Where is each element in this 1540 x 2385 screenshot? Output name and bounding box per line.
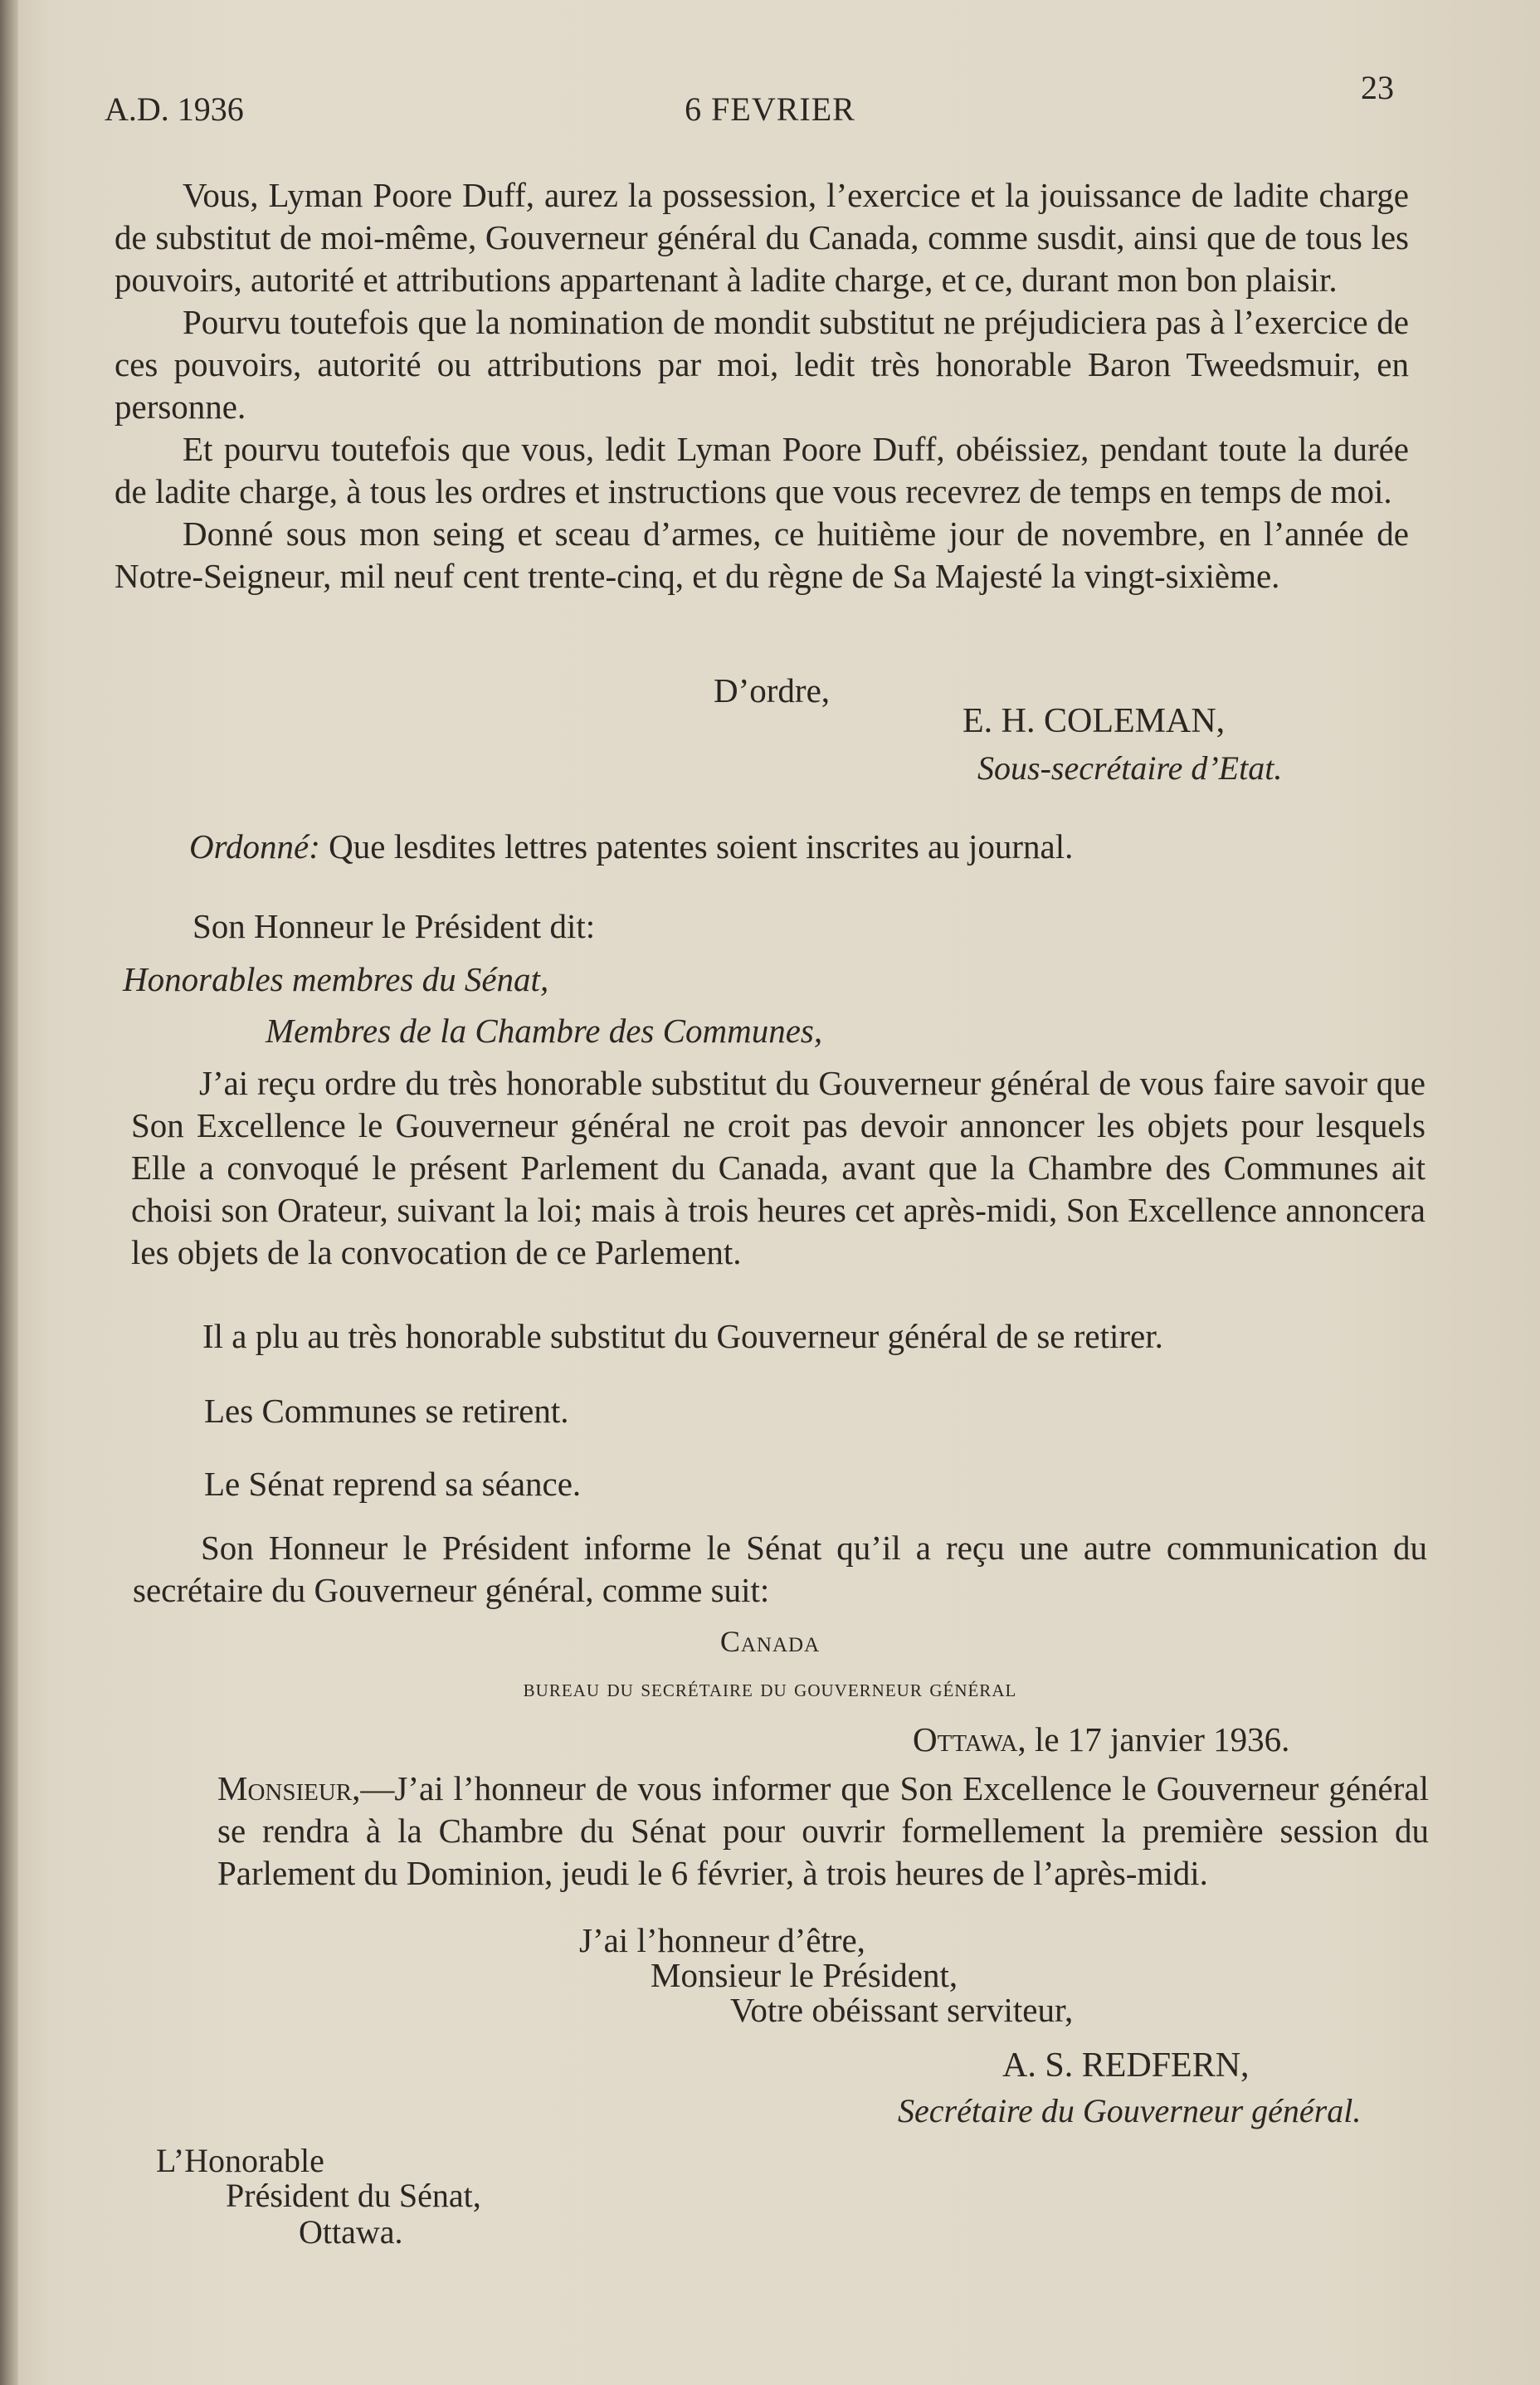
letter-heading-country: Canada (719, 1625, 821, 1658)
salutation-senate: Honorables membres du Sénat, (123, 960, 549, 998)
order-label: Ordonné: (189, 827, 320, 866)
page-number: 23 (1361, 69, 1394, 106)
address-line: Président du Sénat, (226, 2177, 481, 2214)
signatory-name: A. S. REDFERN, (1002, 2046, 1250, 2085)
letter-date-text: le 17 janvier 1936. (1026, 1720, 1290, 1758)
proceeding-line: Le Sénat reprend sa séance. (204, 1465, 582, 1503)
communication-intro (133, 1527, 1427, 1612)
speech-intro: Son Honneur le Président dit: (192, 907, 596, 945)
address-line: Ottawa. (299, 2213, 403, 2251)
by-order-label: D’ordre, (714, 671, 831, 710)
order-text: Que lesdites lettres patentes soient inscrites au journal. (329, 827, 1074, 866)
letter-body (217, 1768, 1429, 1895)
letter-closing: Votre obéissant serviteur, (730, 1991, 1074, 2029)
paragraph: Pourvu toutefois que la nomination de mondit substitut ne préjudiciera pas à l’exercice de ces pouvoirs, autorité ou attributions par moi, ledit très honorable Baron Tweedsmuir, en personne. (115, 303, 1409, 426)
signatory-title: Sous-secrétaire d’Etat. (977, 749, 1283, 787)
signatory-title: Secrétaire du Gouverneur général. (898, 2092, 1362, 2129)
letter-closing: Monsieur le Président, (651, 1956, 958, 1994)
header-year: A.D. 1936 (105, 90, 244, 128)
letter-closing: J’ai l’honneur d’être, (579, 1921, 865, 1959)
binding-gutter (0, 0, 18, 2385)
salutation-commons: Membres de la Chambre des Communes, (266, 1012, 823, 1050)
letter-date (913, 1720, 1290, 1758)
header-date: 6 FEVRIER (685, 90, 855, 128)
paragraph (217, 1768, 1429, 1895)
letter-salutation: Monsieur, (217, 1769, 361, 1807)
order-line (189, 827, 1074, 866)
signatory-name: E. H. COLEMAN, (962, 702, 1226, 740)
paragraph: Son Honneur le Président informe le Sénat qu’il a reçu une autre communication du secrétaire du Gouverneur général, comme suit: (133, 1529, 1427, 1609)
paragraph: Et pourvu toutefois que vous, ledit Lyman Poore Duff, obéissiez, pendant toute la durée de ladite charge, à tous les ordres et instructions que vous recevrez de temps en temps de moi. (115, 430, 1409, 510)
speech-text (131, 1062, 1425, 1274)
proceeding-line: Les Communes se retirent. (204, 1392, 569, 1430)
paragraph: Vous, Lyman Poore Duff, aurez la possession, l’exercice et la jouissance de ladite charge de substitut de moi-même, Gouverneur général du Canada, comme susdit, ainsi que de tous les pouvoirs, autorité et attributions appartenant à ladite charge, et ce, durant mon bon plaisir. (115, 176, 1409, 299)
paragraph: J’ai reçu ordre du très honorable substitut du Gouverneur général de vous faire savoir que Son Excellence le Gouverneur général ne croit pas devoir annoncer les objets pour lesquels Elle a convoqué le présent Parlement du Canada, avant que la Chambre des Communes ait choisi son Orateur, suivant la loi; mais à trois heures cet après-midi, Son Excellence annoncera les objets de la convocation de ce Parlement. (131, 1064, 1425, 1271)
letter-body-text: —J’ai l’honneur de vous informer que Son Excellence le Gouverneur général se rendra à la Chambre du Sénat pour ouvrir formellement la première session du Parlement du Dominion, jeudi le 6 février, à trois heures de l’après-midi. (217, 1769, 1429, 1892)
letters-patent-text (115, 174, 1409, 597)
address-line: L’Honorable (156, 2142, 324, 2179)
letter-date-place: Ottawa, (913, 1720, 1026, 1758)
proceeding-line: Il a plu au très honorable substitut du Gouverneur général de se retirer. (202, 1317, 1163, 1355)
paragraph: Donné sous mon seing et sceau d’armes, ce huitième jour de novembre, en l’année de Notre-Seigneur, mil neuf cent trente-cinq, et du règne de Sa Majesté la vingt-sixième. (115, 515, 1409, 595)
letter-heading-office: bureau du secrétaire du gouverneur général (523, 1675, 1017, 1702)
